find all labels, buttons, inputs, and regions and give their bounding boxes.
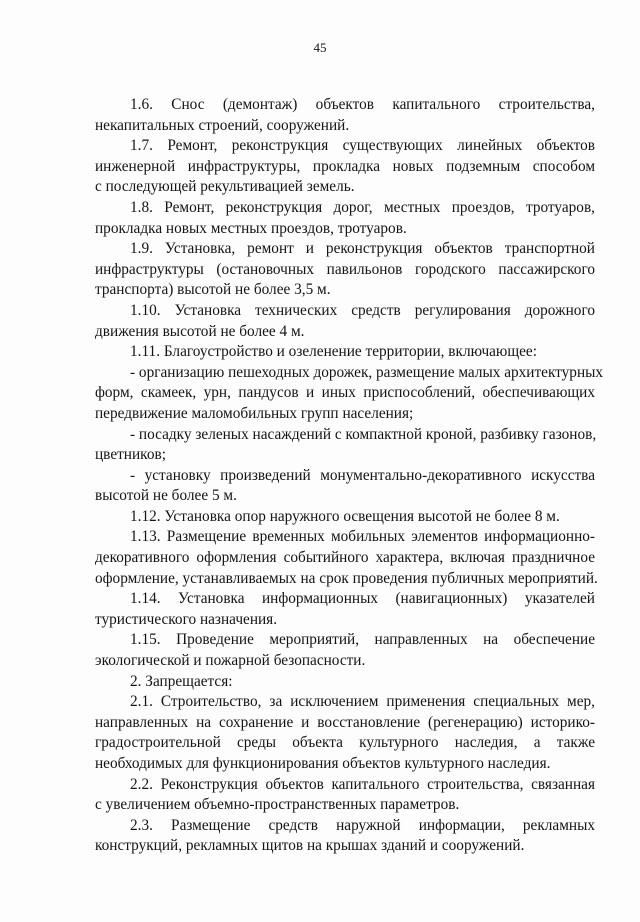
- paragraph: [95, 527, 598, 589]
- text-line: 1.7. Ремонт, реконструкция существующих линейных объектов: [130, 137, 595, 155]
- paragraph: [95, 301, 595, 342]
- text-line: 1.13. Размещение временных мобильных элементов информационно-: [130, 528, 595, 546]
- paragraph: [95, 775, 595, 816]
- text-line: с увеличением объемно-пространственных параметров.: [95, 796, 460, 814]
- text-line: - посадку зеленых насаждений с компактной кроной, разбивку газонов,: [130, 425, 597, 443]
- paragraph: [95, 589, 595, 630]
- paragraph: [95, 198, 595, 239]
- text-line: 1.11. Благоустройство и озеленение территории, включающее:: [130, 343, 537, 361]
- text-line: 1.6. Снос (демонтаж) объектов капитального строительства,: [130, 96, 595, 113]
- text-line: 1.9. Установка, ремонт и реконструкция объектов транспортной: [130, 240, 595, 258]
- text-line: 1.10. Установка технических средств регулирования дорожного: [130, 301, 595, 319]
- paragraph: [95, 239, 595, 301]
- text-line: с последующей рекультивацией земель.: [95, 178, 355, 196]
- text-line: 1.15. Проведение мероприятий, направленных на обеспечение: [130, 631, 595, 649]
- text-line: - установку произведений монументально-декоративного искусства: [130, 466, 595, 484]
- text-line: 1.14. Установка информационных (навигационных) указателей: [130, 590, 595, 608]
- text-line: направленных на сохранение и восстановление (регенерацию) историко-: [95, 713, 595, 731]
- paragraph: [95, 425, 595, 466]
- text-line: прокладка новых местных проездов, тротуаров.: [95, 219, 407, 237]
- text-line: оформление, устанавливаемых на срок проведения публичных мероприятий.: [95, 569, 598, 587]
- paragraph: [95, 95, 595, 136]
- paragraph: [95, 342, 595, 363]
- paragraph: [95, 630, 595, 671]
- text-line: цветников;: [95, 446, 166, 464]
- page-number: 45: [313, 40, 327, 55]
- paragraph: [95, 136, 595, 198]
- paragraph: [95, 816, 595, 857]
- text-line: движения высотой не более 4 м.: [95, 322, 305, 340]
- text-line: некапитальных строений, сооружений.: [95, 116, 350, 134]
- paragraph: [95, 466, 595, 507]
- text-line: транспорта) высотой не более 3,5 м.: [95, 281, 331, 299]
- text-line: высотой не более 5 м.: [95, 487, 237, 505]
- paragraph: [95, 507, 595, 528]
- text-line: 1.12. Установка опор наружного освещения высотой не более 8 м.: [130, 507, 560, 525]
- text-line: декоративного оформления событийного характера, включая праздничное: [95, 549, 595, 567]
- paragraph: [95, 692, 595, 774]
- text-line: градостроительной среды объекта культурного наследия, а также: [95, 734, 595, 752]
- text-line: 2.1. Строительство, за исключением применения специальных мер,: [130, 693, 595, 711]
- text-line: необходимых для функционирования объектов культурного наследия.: [95, 755, 551, 772]
- text-line: 2.3. Размещение средств наружной информации, рекламных: [130, 816, 595, 834]
- document-body: [95, 95, 604, 857]
- text-line: инфраструктуры (остановочных павильонов городского пассажирского: [95, 260, 595, 278]
- text-line: 2.2. Реконструкция объектов капитального строительства, связанная: [130, 775, 595, 793]
- text-line: экологической и пожарной безопасности.: [95, 652, 366, 670]
- paragraph: [95, 363, 604, 425]
- text-line: инженерной инфраструктуры, прокладка новых подземным способом: [95, 157, 595, 175]
- text-line: форм, скамеек, урн, пандусов и иных приспособлений, обеспечивающих: [95, 384, 595, 402]
- text-line: передвижение маломобильных групп населения;: [95, 404, 414, 422]
- text-line: 2. Запрещается:: [130, 672, 233, 690]
- text-line: конструкций, рекламных щитов на крышах зданий и сооружений.: [95, 837, 525, 855]
- text-line: 1.8. Ремонт, реконструкция дорог, местных проездов, тротуаров,: [130, 198, 595, 216]
- paragraph: [95, 672, 595, 693]
- text-line: туристического назначения.: [95, 610, 278, 628]
- text-line: - организацию пешеходных дорожек, размещение малых архитектурных: [130, 363, 604, 381]
